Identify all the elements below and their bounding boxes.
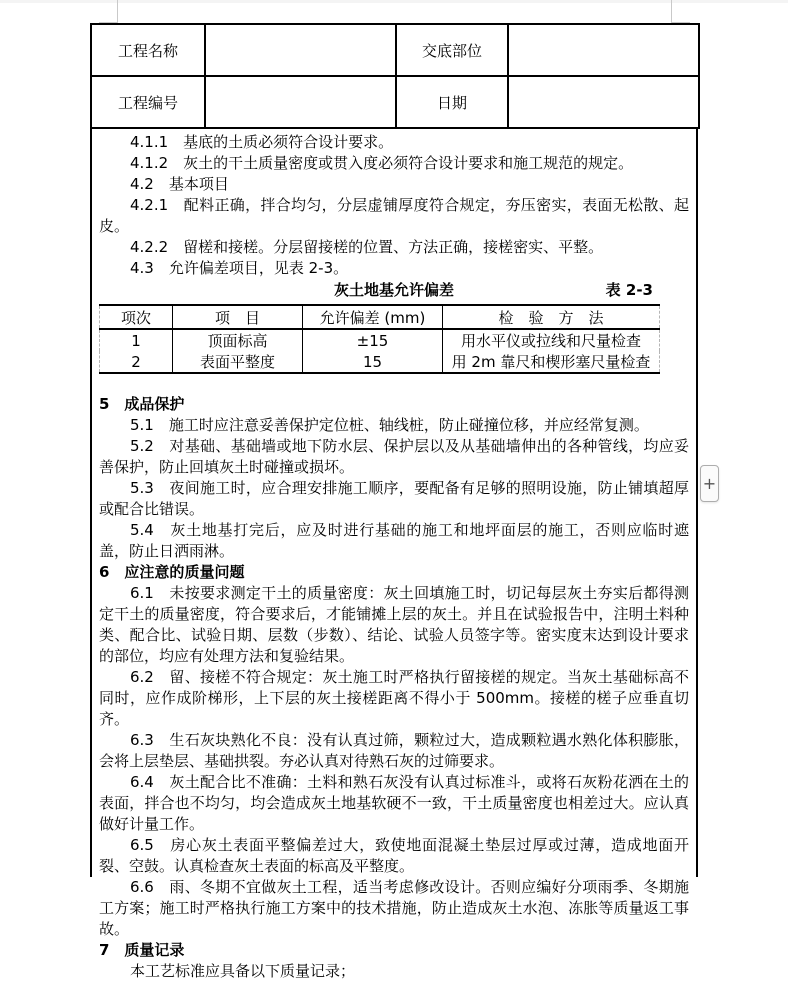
project-number-value[interactable] [205,76,396,128]
cell-row2-no: 2 [131,352,141,371]
disclosure-part-value[interactable] [508,24,699,76]
clause-4-2: 4.2 基本项目 [130,175,229,193]
deviation-table-number: 表 2-3 [605,281,653,299]
cell-row2-item: 表面平整度 [173,351,303,373]
section-5-heading: 5 成品保护 [99,395,185,413]
text-boundary-mark-right [671,0,690,23]
section-6-heading: 6 应注意的质量问题 [99,563,245,581]
clause-7-intro: 本工艺标准应具备以下质量记录； [130,962,356,980]
cell-row1-item: 顶面标高 [173,329,303,351]
date-label: 日期 [396,76,508,128]
disclosure-part-label: 交底部位 [396,24,508,76]
clause-4-3: 4.3 允许偏差项目，见表 2-3。 [130,259,349,277]
text-boundary-mark-left [99,0,118,23]
clause-4-1-1: 4.1.1 基底的土质必须符合设计要求。 [130,133,394,151]
col-header-allowed-deviation: 允许偏差 (mm) [303,305,443,329]
clause-6-4: 6.4 灰土配合比不准确：土料和熟石灰没有认真过标准斗，或将石灰粉花洒在土的表面，拌合也不均匀，均会造成灰土地基软硬不一致，干土质量密度也相差过大。应认真做好计量工作。 [99,773,689,833]
cell-row1-no: 1 [131,331,141,350]
clause-6-1: 6.1 未按要求测定干土的质量密度：灰土回填施工时，切记每层灰土夯实后都得测定干土的质量密度，符合要求后，才能铺摊上层的灰土。并且在试验报告中，注明土料种类、配合比、试验日期、层数（步数）、结论、试验人员签字等。密实度末达到设计要求的部位，均应有处理方法和复验结果。 [99,584,689,665]
table-row [100,329,660,351]
date-value[interactable] [508,76,699,128]
cell-row1-deviation: ±15 [303,329,443,351]
section-7-heading: 7 质量记录 [99,941,185,959]
header-row-2 [91,76,699,128]
deviation-table-caption [99,280,689,301]
clause-6-6: 6.6 雨、冬期不宜做灰土工程，适当考虑修改设计。否则应编好分项雨季、冬期施工方案；施工时严格执行施工方案中的技术措施，防止造成灰土水泡、冻胀等质量返工事故。 [99,878,689,938]
page-top-edge [0,0,788,3]
clause-6-2: 6.2 留、接槎不符合规定：灰土施工时严格执行留接槎的规定。当灰土基础标高不同时，应作成阶梯形，上下层的灰土接槎距离不得小于 500mm。接槎的槎子应垂直切齐。 [99,668,689,728]
clause-5-2: 5.2 对基础、基础墙或地下防水层、保护层以及从基础墙伸出的各种管线，均应妥善保护，防止回填灰土时碰撞或损坏。 [99,437,689,476]
project-number-label: 工程编号 [91,76,205,128]
cell-row1-method: 用水平仪或拉线和尺量检查 [443,329,660,351]
table-row [100,351,660,373]
clause-4-1-2: 4.1.2 灰土的干土质量密度或贯入度必须符合设计要求和施工规范的规定。 [130,154,634,172]
header-row-1 [91,24,699,76]
project-name-value[interactable] [205,24,396,76]
clause-5-4: 5.4 灰土地基打完后，应及时进行基础的施工和地坪面层的施工，否则应临时遮盖，防止日洒雨淋。 [99,521,689,560]
cell-row2-deviation: 15 [303,351,443,373]
col-header-inspection-method: 检 验 方 法 [443,305,660,329]
col-header-item: 项 目 [173,305,303,329]
header-form-table [90,23,700,129]
col-header-item-no: 项次 [100,305,173,329]
disclosure-content-frame [90,129,698,980]
project-name-label: 工程名称 [91,24,205,76]
deviation-table-title: 灰土地基允许偏差 [333,281,454,299]
deviation-table [99,304,660,374]
cell-row2-method: 用 2m 靠尺和楔形塞尺量检查 [443,351,660,373]
expand-plus-button[interactable]: + [700,465,719,502]
deviation-table-header-row [100,305,660,329]
clause-6-5: 6.5 房心灰土表面平整偏差过大，致使地面混凝土垫层过厚或过薄，造成地面开裂、空鼓。认真检查灰土表面的标高及平整度。 [99,836,689,875]
clause-6-3: 6.3 生石灰块熟化不良：没有认真过筛，颗粒过大，造成颗粒遇水熟化体积膨胀，会将上层垫层、基础拱裂。夯必认真对待熟石灰的过筛要求。 [99,731,689,770]
clause-5-3: 5.3 夜间施工时，应合理安排施工顺序，要配备有足够的照明设施，防止铺填超厚或配合比错误。 [99,479,689,518]
clause-4-2-2: 4.2.2 留槎和接槎。分层留接槎的位置、方法正确，接槎密实、平整。 [130,238,604,256]
clause-5-1: 5.1 施工时应注意妥善保护定位桩、轴线桩，防止碰撞位移，并应经常复测。 [130,416,649,434]
clause-4-2-1: 4.2.1 配料正确，拌合均匀，分层虚铺厚度符合规定，夯压密实，表面无松散、起皮。 [99,196,689,235]
